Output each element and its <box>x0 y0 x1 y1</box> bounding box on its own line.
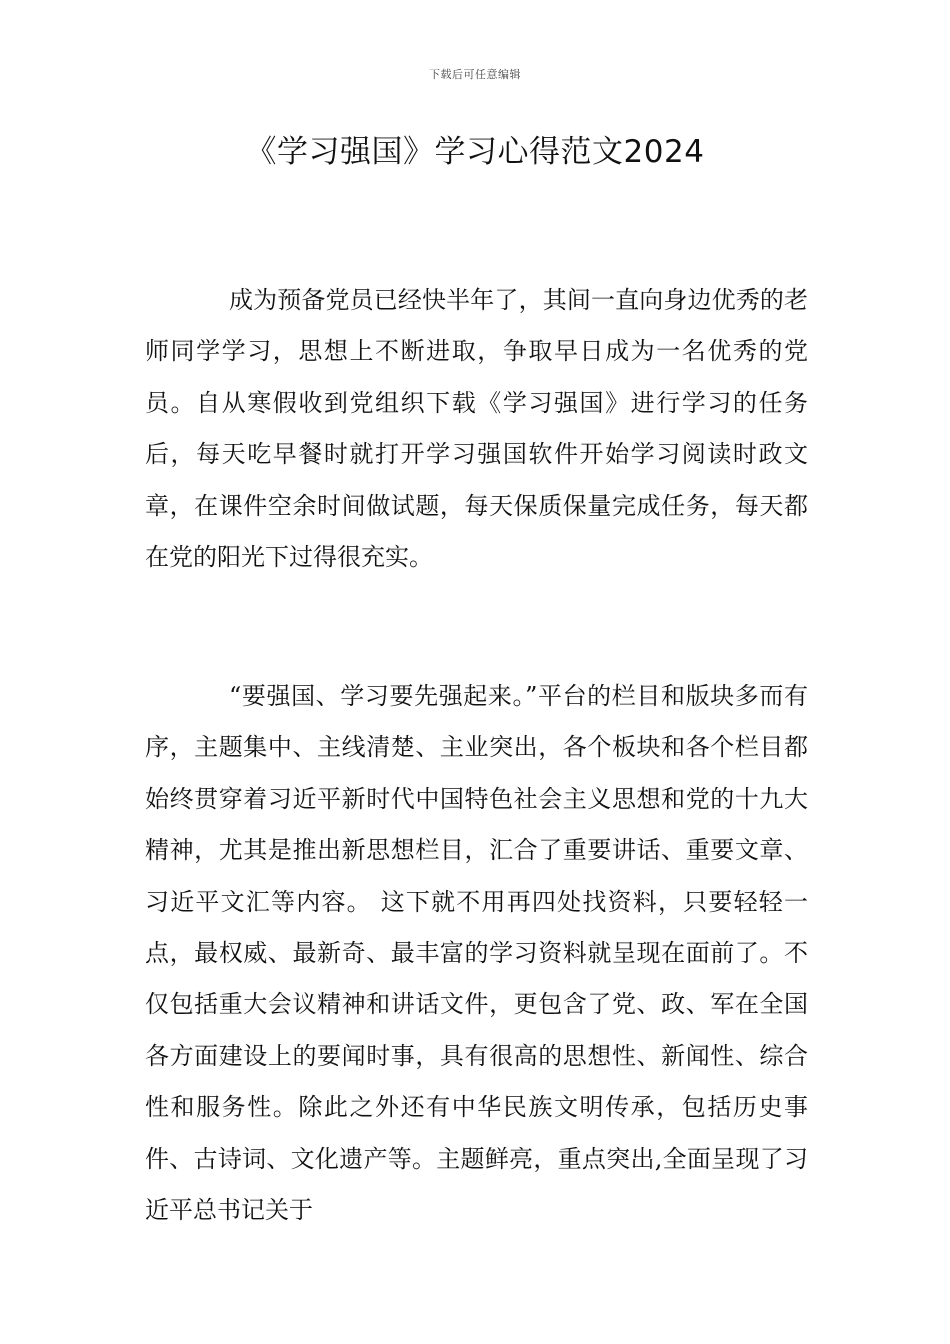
body-paragraph-2: “要强国、学习要先强起来。”平台的栏目和版块多而有序，主题集中、主线清楚、主业突出，各个板块和各个栏目都始终贯穿着习近平新时代中国特色社会主义思想和党的十九大精神，尤其是推出新思想栏目，汇合了重要讲话、重要文章、习近平文汇等内容。 这下就不用再四处找资料，只要轻轻一点，最权威、最新奇、最丰富的学习资料就呈现在面前了。不仅包括重大会议精神和讲话文件，更包含了党、政、军在全国各方面建设上的要闻时事，具有很高的思想性、新闻性、综合性和服务性。除此之外还有中华民族文明传承，包括历史事件、古诗词、文化遗产等。主题鲜亮，重点突出,全面呈现了习近平总书记关于 <box>145 682 808 1225</box>
document-title: 《学习强国》学习心得范文2024 <box>245 134 705 170</box>
header-note: 下载后可任意编辑 <box>429 68 521 81</box>
body-paragraph-1: 成为预备党员已经快半年了，其间一直向身边优秀的老师同学学习，思想上不断进取，争取早日成为一名优秀的党员。自从寒假收到党组织下载《学习强国》进行学习的任务后，每天吃早餐时就打开学习强国软件开始学习阅读时政文章，在课件空余时间做试题，每天保质保量完成任务，每天都在党的阳光下过得很充实。 <box>145 286 808 572</box>
